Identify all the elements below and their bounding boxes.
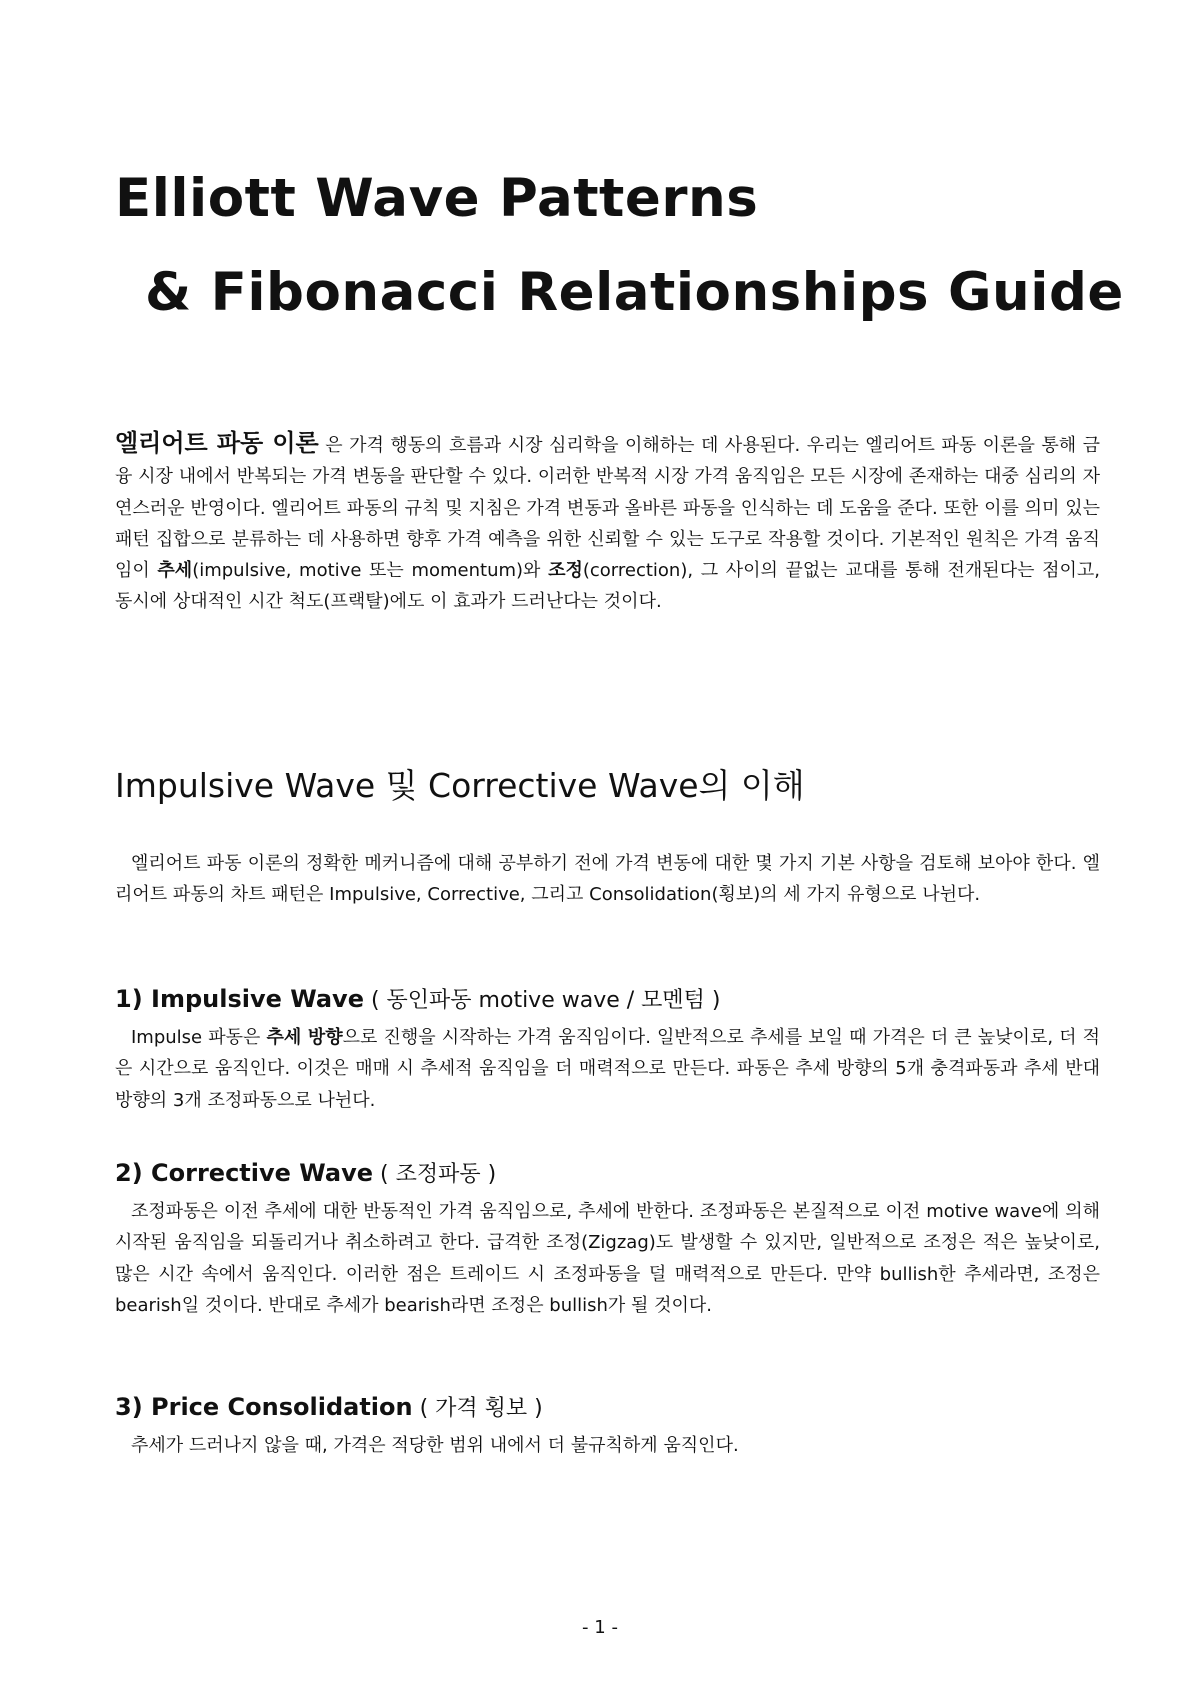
corrective-wave-heading-sub: ( 조정파동 ): [373, 1162, 497, 1187]
page-number: - 1 -: [582, 1617, 618, 1638]
intro-text-b: (impulsive, motive 또는 momentum)와: [192, 560, 549, 582]
section-heading: Impulsive Wave 및 Corrective Wave의 이해: [115, 766, 805, 805]
impulsive-bold-direction: 추세 방향: [266, 1027, 343, 1048]
corrective-wave-paragraph: 조정파동은 이전 추세에 대한 반동적인 가격 움직임으로, 추세에 반한다. 조정파동은 본질적으로 이전 motive wave에 의해 시작된 움직임을 되돌리거나 취소하려고 한다. 급격한 조정(Zigzag)도 발생할 수 있지만, 일반적으로 조정은 적은 높낮이로, 많은 시간 속에서 움직인다. 이러한 점은 트레이드 시 조정파동을 덜 매력적으로 만든다. 만약 bullish한 추세라면, 조정은 bearish일 것이다. 반대로 추세가 bearish라면 조정은 bullish가 될 것이다.: [115, 1201, 1100, 1316]
impulsive-text-b: 으로 진행을 시작하는 가격 움직임이다. 일반적으로 추세를 보일 때 가격은 더 큰 높낮이로, 더 적은 시간으로 움직인다. 이것은 매매 시 추세적 움직임을 더 매력적으로 만든다. 파동은 추세 방향의 5개 충격파동과 추세 반대 방향의 3개 조정파동으로 나뉜다.: [115, 1027, 1100, 1111]
section-intro-paragraph: 엘리어트 파동 이론의 정확한 메커니즘에 대해 공부하기 전에 가격 변동에 대한 몇 가지 기본 사항을 검토해 보아야 한다. 엘리어트 파동의 차트 패턴은 Impulsive, Corrective, 그리고 Consolidation(횡보)의 세 가지 유형으로 나뉜다.: [115, 853, 1101, 906]
document-title-line-2: & Fibonacci Relationships Guide: [145, 262, 1124, 323]
intro-lead-term: 엘리어트 파동 이론: [115, 429, 319, 457]
price-consolidation-heading-text: 3) Price Consolidation: [115, 1393, 413, 1421]
impulsive-text-a: Impulse 파동은: [131, 1027, 267, 1048]
document-title-line-1: Elliott Wave Patterns: [115, 168, 759, 229]
intro-bold-correction: 조정: [548, 560, 583, 582]
impulsive-wave-heading-sub: ( 동인파동 motive wave / 모멘텀 ): [363, 988, 721, 1013]
price-consolidation-heading: [115, 1391, 543, 1422]
corrective-wave-heading: [115, 1157, 496, 1188]
price-consolidation-heading-sub: ( 가격 횡보 ): [412, 1396, 543, 1421]
intro-paragraph: [115, 428, 1100, 618]
intro-bold-trend: 추세: [157, 560, 193, 582]
intro-text-c: (correction), 그 사이의 끝없는 교대를 통해 전개된다는 점이고, 동시에 상대적인 시간 척도(프랙탈)에도 이 효과가 드러난다는 것이다.: [115, 560, 1100, 613]
impulsive-wave-heading-text: 1) Impulsive Wave: [115, 985, 364, 1013]
impulsive-wave-heading: [115, 983, 721, 1014]
corrective-wave-heading-text: 2) Corrective Wave: [115, 1159, 374, 1187]
impulsive-wave-paragraph: [115, 1022, 1100, 1116]
intro-text-a: 은 가격 행동의 흐름과 시장 심리학을 이해하는 데 사용된다. 우리는 엘리어트 파동 이론을 통해 금융 시장 내에서 반복되는 가격 변동을 판단할 수 있다. 이러한 반복적 시장 가격 움직임은 모든 시장에 존재하는 대중 심리의 자연스러운 반영이다. 엘리어트 파동의 규칙 및 지침은 가격 변동과 올바른 파동을 인식하는 데 도움을 준다. 또한 이를 의미 있는 패턴 집합으로 분류하는 데 사용하면 향후 가격 예측을 위한 신뢰할 수 있는 도구로 작용할 것이다. 기본적인 원칙은 가격 움직임이: [115, 435, 1100, 582]
price-consolidation-paragraph: 추세가 드러나지 않을 때, 가격은 적당한 범위 내에서 더 불규칙하게 움직인다.: [131, 1435, 739, 1456]
